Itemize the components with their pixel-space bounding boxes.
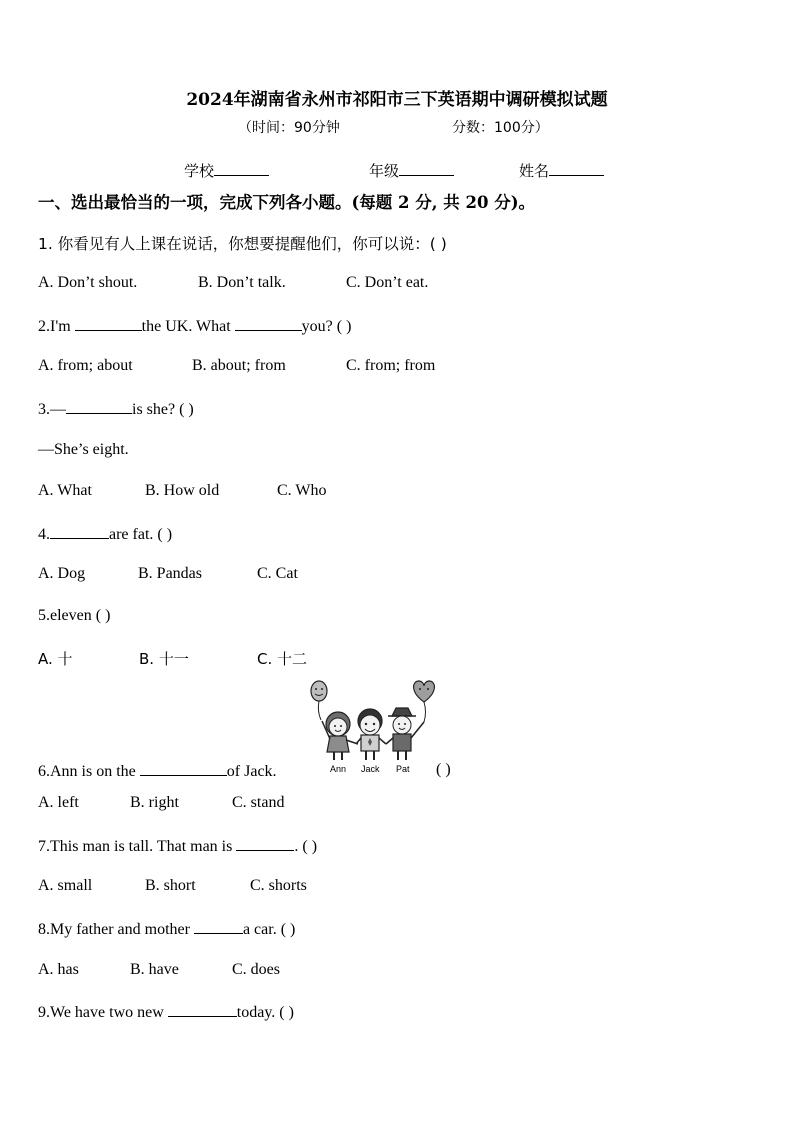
question-5-stem: 5.eleven ( ) [38,607,111,624]
q1-option-c[interactable]: C. Don’t eat. [346,274,429,291]
q8-blank[interactable] [194,919,243,934]
school-blank[interactable] [214,161,269,176]
children-illustration [300,678,440,778]
q2-option-c[interactable]: C. from; from [346,357,436,374]
question-3-stem [38,399,194,419]
label-jack: Jack [361,764,380,774]
name-label: 姓名 [519,162,550,180]
grade-field [369,160,454,181]
school-field [184,160,269,181]
q4-option-b[interactable]: B. Pandas [138,565,202,582]
jack-figure [356,709,386,760]
ann-figure [322,712,358,760]
heart-balloon-icon [414,681,435,702]
q1-option-b[interactable]: B. Don’t talk. [198,274,286,291]
question-4-stem [38,524,172,544]
q8-text-1: 8.My father and mother [38,921,194,938]
question-6-stem [38,761,277,781]
q9-text-2: today. ( ) [236,1004,294,1021]
q5-option-c[interactable]: C. 十二 [257,650,308,668]
q2-option-b[interactable]: B. about; from [192,357,286,374]
q6-blank[interactable] [140,761,227,776]
q8-option-c[interactable]: C. does [232,961,280,978]
q7-option-c[interactable]: C. shorts [250,877,307,894]
q6-option-c[interactable]: C. stand [232,794,285,811]
q6-text-1: 6.Ann is on the [38,763,140,780]
q8-option-b[interactable]: B. have [130,961,179,978]
q3-option-c[interactable]: C. Who [277,482,327,499]
q4-text-1: 4. [38,526,50,543]
q2-blank-1[interactable] [75,316,142,331]
exam-time: （时间：90分钟 [238,120,340,136]
grade-label: 年级 [369,162,400,180]
q1-option-a[interactable]: A. Don’t shout. [38,274,138,291]
q6-text-2: of Jack. [226,763,277,780]
q2-text-3: you? ( ) [301,318,352,335]
q7-option-b[interactable]: B. short [145,877,196,894]
q3-blank[interactable] [66,399,132,414]
q3-option-a[interactable]: A. What [38,482,92,499]
q6-paren: ( ) [436,761,451,778]
q6-option-a[interactable]: A. left [38,794,79,811]
q8-text-2: a car. ( ) [242,921,296,938]
school-label: 学校 [184,162,215,180]
question-7-stem [38,836,317,856]
question-9-stem [38,1002,294,1022]
name-blank[interactable] [549,161,604,176]
q4-option-a[interactable]: A. Dog [38,565,86,582]
q2-option-a[interactable]: A. from; about [38,357,133,374]
q3-answer-line: —She’s eight. [38,441,129,458]
q4-option-c[interactable]: C. Cat [257,565,298,582]
q7-text-1: 7.This man is tall. That man is [38,838,237,855]
q7-blank[interactable] [236,836,294,851]
label-pat: Pat [396,764,410,774]
q3-option-b[interactable]: B. How old [145,482,220,499]
q9-text-1: 9.We have two new [38,1004,168,1021]
q2-blank-2[interactable] [235,316,302,331]
q6-option-b[interactable]: B. right [130,794,179,811]
page-title: 2024年湖南省永州市祁阳市三下英语期中调研模拟试题 [186,90,608,110]
q7-option-a[interactable]: A. small [38,877,93,894]
q4-blank[interactable] [50,524,109,539]
q2-text-2: the UK. What [141,318,235,335]
label-ann: Ann [330,764,347,774]
q5-option-a[interactable]: A. 十 [38,650,73,668]
question-1-stem: 1. 你看见有人上课在说话，你想要提醒他们，你可以说：( ) [38,235,447,253]
question-8-stem [38,919,295,939]
q3-text-1: 3.— [38,401,66,418]
grade-blank[interactable] [399,161,454,176]
question-2-stem [38,316,351,336]
q8-option-a[interactable]: A. has [38,961,79,978]
q4-text-2: are fat. ( ) [109,526,173,543]
pat-figure [386,708,424,760]
name-field [519,160,604,181]
q9-blank[interactable] [168,1002,237,1017]
q5-option-b[interactable]: B. 十一 [139,650,189,668]
q7-text-2: . ( ) [294,838,318,855]
exam-score: 分数：100分） [452,120,549,136]
section-heading: 一、选出最恰当的一项，完成下列各小题。(每题 2 分, 共 20 分)。 [38,193,536,212]
smiley-balloon-icon [311,681,327,701]
q3-text-2: is she? ( ) [132,401,194,418]
children-balloons-picture [300,678,440,778]
q2-text-1: 2.I'm [38,318,75,335]
